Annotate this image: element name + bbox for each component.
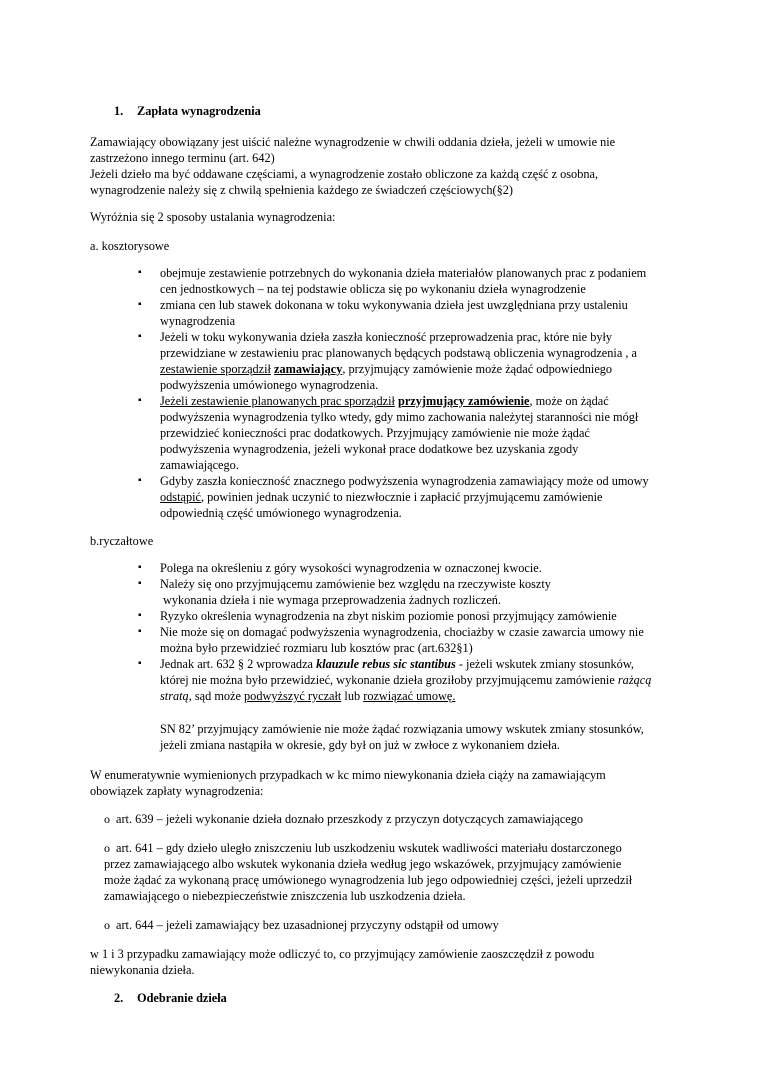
list-item-line [160,656,634,672]
list-item-line [160,393,609,409]
list-item-text: - jeżeli wskutek zmiany stosunków, [458,657,634,671]
bullet-icon: ▪ [138,267,142,278]
italic-text: rażącą [617,673,652,687]
underlined-text: odstąpić [160,490,201,504]
circle-bullet-icon: o [104,812,110,826]
list-item: wynagrodzenia [160,314,236,328]
intro-line: Zamawiający obowiązany jest uiścić należne wynagrodzenie w chwili oddania dzieła, jeżeli w umowie nie [90,135,616,149]
list-item: zamawiającego. [160,458,239,472]
intro-line: wynagrodzenie należy się z chwilą spełnienia każdego ze świadczeń częściowych(§2) [90,183,514,197]
list-item-text: Jednak art. 632 § 2 wprowadza [160,657,313,671]
enum-paragraph: obowiązek zapłaty wynagrodzenia: [90,784,264,798]
intro-line: Jeżeli dzieło ma być oddawane częściami, a wynagrodzenie zostało obliczone za każdą część z osobna, [90,167,599,181]
list-item: podwyższenia wynagrodzenia tylko wtedy, gdy mimo zachowania należytej staranności nie mógł [160,410,639,424]
italic-text: stratą [160,689,189,703]
final-paragraph: niewykonania dzieła. [90,963,195,977]
ways-paragraph: Wyróżnia się 2 sposoby ustalania wynagrodzenia: [90,210,336,224]
list-item: Nie może się on domagać podwyższenia wynagrodzenia, chociażby w czasie zawarcia umowy nie [160,625,644,639]
list-item: przewidziane w zestawieniu prac planowanych będących podstawą obliczenia wynagrodzenia , a [160,346,637,360]
list-item: można było przewidzieć rozmiaru lub kosztów prac (art.632§1) [160,641,473,655]
list-item: przewidzieć konieczności prac dodatkowych. Przyjmujący zamówienie nie może żądać [160,426,590,440]
list-item: Gdyby zaszła konieczność znacznego podwyższenia wynagrodzenia zamawiający może od umowy [160,474,649,488]
heading-1-number: 1. [114,104,124,118]
list-item: Należy się ono przyjmującemu zamówienie bez względu na rzeczywiste koszty [160,577,551,591]
bullet-icon: ▪ [138,610,142,621]
list-item: Jeżeli w toku wykonywania dzieła zaszła konieczność przeprowadzenia prac, które nie były [160,330,613,344]
enum-paragraph: W enumeratywnie wymienionych przypadkach w kc mimo niewykonania dzieła ciąży na zamawiającym [90,768,606,782]
list-item-text: której nie można było przewidzieć, wykonanie dzieła groziłoby przyjmującemu zamówienie [160,673,615,687]
list-item: wykonania dzieła i nie wymaga przeprowadzenia żadnych rozliczeń. [163,593,502,607]
sn-note: SN 82’ przyjmujący zamówienie nie może żądać rozwiązania umowy wskutek zmiany stosunków, [160,722,644,736]
case-item: może żądać za wykonaną pracę umówionego wynagrodzenia lub jego odpowiedniej części, jeżeli uprzedził [104,873,633,887]
list-item: cen jednostkowych – na tej podstawie oblicza się po wykonaniu dzieła wynagrodzenie [160,282,586,296]
list-item: zmiana cen lub stawek dokonana w toku wykonywania dzieła jest uwzględniana przy ustaleniu [160,298,628,312]
list-item: obejmuje zestawienie potrzebnych do wykonania dzieła materiałów planowanych prac z podaniem [160,266,647,280]
circle-bullet-icon: o [104,918,110,932]
circle-bullet-icon: o [104,841,110,855]
case-item: art. 641 – gdy dzieło uległo zniszczeniu lub uszkodzeniu wskutek wadliwości materiału dostarczonego [116,841,622,855]
list-item: odpowiednią część umówionego wynagrodzenia. [160,506,402,520]
list-item: podwyższenia umówionego wynagrodzenia. [160,378,379,392]
bullet-icon: ▪ [138,331,142,342]
bullet-icon: ▪ [138,299,142,310]
section-b-label: b.ryczałtowe [90,534,154,548]
bold-underlined-text: przyjmujący zamówienie [397,394,530,408]
case-item: art. 644 – jeżeli zamawiający bez uzasadnionej przyczyny odstąpił od umowy [116,918,499,932]
list-item: Polega na określeniu z góry wysokości wynagrodzenia w oznaczonej kwocie. [160,561,542,575]
case-item: art. 639 – jeżeli wykonanie dzieła doznało przeszkody z przyczyn dotyczących zamawiającego [116,812,584,826]
bullet-icon: ▪ [138,395,142,406]
heading-1-title: Zapłata wynagrodzenia [137,104,261,118]
heading-2-number: 2. [114,991,124,1005]
final-paragraph: w 1 i 3 przypadku zamawiający może odliczyć to, co przyjmujący zamówienie zaoszczędził z powodu [90,947,595,961]
list-item-line [160,688,455,704]
intro-line: zastrzeżono innego terminu (art. 642) [90,151,275,165]
list-item-line [160,361,612,377]
bullet-icon: ▪ [138,658,142,669]
underlined-text: zestawienie sporządził [160,362,271,376]
bold-underlined-text: zamawiający [274,362,343,376]
heading-2-title: Odebranie dzieła [137,991,227,1005]
list-item-line [160,672,651,688]
list-item-text: , przyjmujący zamówienie może żądać odpowiedniego [342,362,613,376]
list-item-text: , sąd może [188,689,241,703]
underlined-text: podwyższyć ryczałt [244,689,342,703]
bullet-icon: ▪ [138,626,142,637]
list-item-line [160,489,603,505]
underlined-text: Jeżeli zestawienie planowanych prac sporządził [160,394,395,408]
sn-note: jeżeli zmiana nastąpiła w okresie, gdy był on już w zwłoce z wykonaniem dzieła. [160,738,560,752]
bullet-icon: ▪ [138,578,142,589]
list-item-text: lub [344,689,361,703]
list-item-text: , powinien jednak uczynić to niezwłocznie i zapłacić przyjmującemu zamówienie [200,490,603,504]
section-a-label: a. kosztorysowe [90,239,170,253]
bullet-icon: ▪ [138,475,142,486]
underlined-text: rozwiązać umowę. [363,689,456,703]
latin-phrase: klauzule rebus sic stantibus [316,657,456,671]
case-item: zamawiającego o niebezpieczeństwie zniszczenia lub uszkodzenia dzieła. [104,889,466,903]
list-item: Ryzyko określenia wynagrodzenia na zbyt niskim poziomie ponosi przyjmujący zamówienie [160,609,617,623]
bullet-icon: ▪ [138,562,142,573]
list-item: podwyższenia wynagrodzenia, jeżeli wykonał prace dodatkowe bez uzyskania zgody [160,442,579,456]
case-item: przez zamawiającego albo wskutek wykonania dzieła według jego wskazówek, przyjmujący zamówienie [104,857,622,871]
list-item-text: , może on żądać [529,394,609,408]
